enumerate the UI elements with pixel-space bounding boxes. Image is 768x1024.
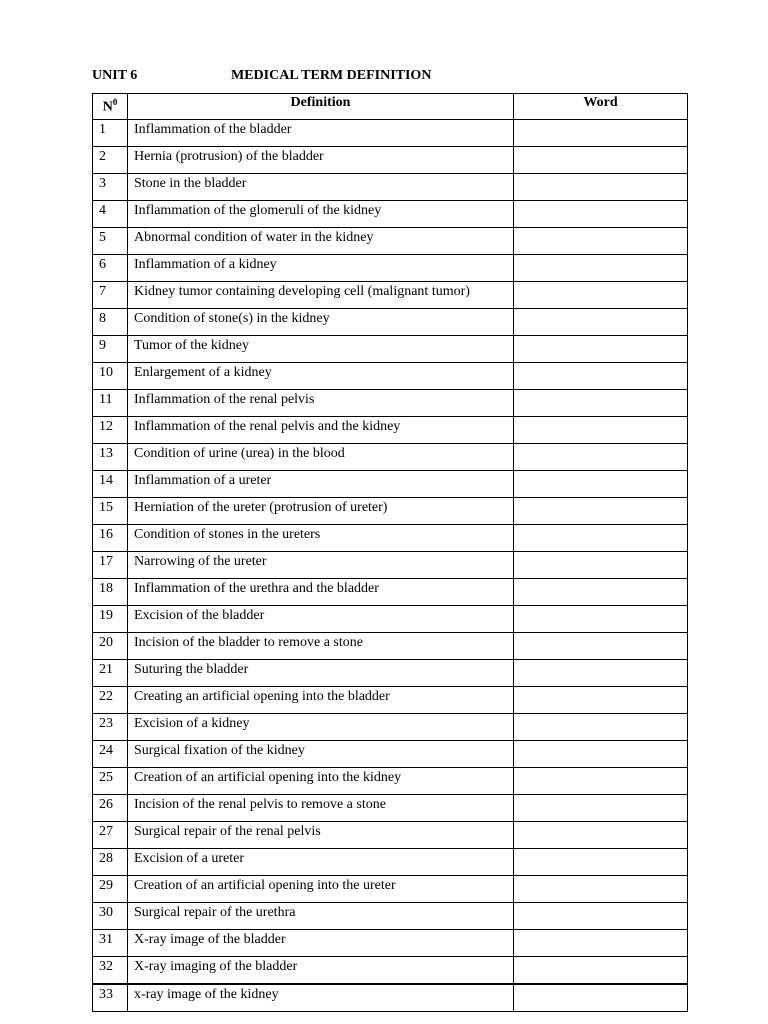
row-word-cell[interactable] — [514, 633, 688, 660]
row-definition: Creating an artificial opening into the bladder — [128, 687, 514, 714]
table-row — [93, 930, 688, 957]
row-word-cell[interactable] — [514, 957, 688, 985]
table-row — [93, 174, 688, 201]
row-number: 16 — [93, 525, 128, 552]
table-row — [93, 714, 688, 741]
row-definition: Excision of a kidney — [128, 714, 514, 741]
row-definition: Inflammation of the renal pelvis — [128, 390, 514, 417]
row-word-cell[interactable] — [514, 930, 688, 957]
table-row — [93, 498, 688, 525]
header-word: Word — [514, 94, 688, 120]
table-row — [93, 525, 688, 552]
row-number: 8 — [93, 309, 128, 336]
row-word-cell[interactable] — [514, 849, 688, 876]
row-word-cell[interactable] — [514, 498, 688, 525]
row-word-cell[interactable] — [514, 822, 688, 849]
row-definition: Stone in the bladder — [128, 174, 514, 201]
row-definition: Inflammation of the bladder — [128, 120, 514, 147]
row-definition: Hernia (protrusion) of the bladder — [128, 147, 514, 174]
row-definition: Suturing the bladder — [128, 660, 514, 687]
table-row — [93, 660, 688, 687]
row-definition: Tumor of the kidney — [128, 336, 514, 363]
table-row — [93, 741, 688, 768]
table-row — [93, 552, 688, 579]
row-word-cell[interactable] — [514, 417, 688, 444]
header-number-text: N — [102, 99, 113, 115]
table-row — [93, 903, 688, 930]
row-word-cell[interactable] — [514, 606, 688, 633]
row-number: 13 — [93, 444, 128, 471]
header-definition: Definition — [128, 94, 514, 120]
row-number: 19 — [93, 606, 128, 633]
row-word-cell[interactable] — [514, 687, 688, 714]
row-number: 2 — [93, 147, 128, 174]
row-word-cell[interactable] — [514, 336, 688, 363]
row-word-cell[interactable] — [514, 201, 688, 228]
row-definition: Inflammation of a kidney — [128, 255, 514, 282]
row-word-cell[interactable] — [514, 444, 688, 471]
row-number: 4 — [93, 201, 128, 228]
row-number: 10 — [93, 363, 128, 390]
table-row — [93, 417, 688, 444]
row-word-cell[interactable] — [514, 174, 688, 201]
row-word-cell[interactable] — [514, 255, 688, 282]
table-row — [93, 768, 688, 795]
row-number: 3 — [93, 174, 128, 201]
header-number — [93, 94, 128, 120]
row-definition: Creation of an artificial opening into the ureter — [128, 876, 514, 903]
table-row — [93, 633, 688, 660]
row-number: 1 — [93, 120, 128, 147]
table-row — [93, 282, 688, 309]
table-row — [93, 984, 688, 1012]
row-number: 7 — [93, 282, 128, 309]
row-definition: Inflammation of the renal pelvis and the kidney — [128, 417, 514, 444]
table-row — [93, 471, 688, 498]
row-definition: Abnormal condition of water in the kidney — [128, 228, 514, 255]
row-number: 17 — [93, 552, 128, 579]
table-row — [93, 228, 688, 255]
row-definition: x-ray image of the kidney — [128, 984, 514, 1012]
row-number: 33 — [93, 984, 128, 1012]
row-number: 20 — [93, 633, 128, 660]
row-definition: Narrowing of the ureter — [128, 552, 514, 579]
table-row — [93, 957, 688, 985]
row-number: 30 — [93, 903, 128, 930]
row-word-cell[interactable] — [514, 579, 688, 606]
row-word-cell[interactable] — [514, 525, 688, 552]
row-definition: Condition of stone(s) in the kidney — [128, 309, 514, 336]
row-word-cell[interactable] — [514, 282, 688, 309]
row-definition: Surgical repair of the urethra — [128, 903, 514, 930]
row-number: 6 — [93, 255, 128, 282]
row-definition: Excision of the bladder — [128, 606, 514, 633]
row-number: 32 — [93, 957, 128, 985]
row-definition: Incision of the bladder to remove a stone — [128, 633, 514, 660]
row-word-cell[interactable] — [514, 984, 688, 1012]
page-title: MEDICAL TERM DEFINITION — [231, 68, 432, 83]
row-number: 29 — [93, 876, 128, 903]
table-row — [93, 147, 688, 174]
table-row — [93, 444, 688, 471]
row-number: 15 — [93, 498, 128, 525]
row-number: 11 — [93, 390, 128, 417]
row-word-cell[interactable] — [514, 390, 688, 417]
row-word-cell[interactable] — [514, 660, 688, 687]
row-definition: Inflammation of a ureter — [128, 471, 514, 498]
row-word-cell[interactable] — [514, 120, 688, 147]
table-row — [93, 606, 688, 633]
row-definition: Condition of stones in the ureters — [128, 525, 514, 552]
table-row — [93, 822, 688, 849]
row-definition: Surgical fixation of the kidney — [128, 741, 514, 768]
row-number: 25 — [93, 768, 128, 795]
table-header-row — [93, 94, 688, 120]
row-word-cell[interactable] — [514, 228, 688, 255]
table-row — [93, 201, 688, 228]
row-definition: Excision of a ureter — [128, 849, 514, 876]
row-word-cell[interactable] — [514, 309, 688, 336]
row-word-cell[interactable] — [514, 741, 688, 768]
medical-term-table — [92, 93, 688, 1012]
row-word-cell[interactable] — [514, 795, 688, 822]
row-number: 27 — [93, 822, 128, 849]
table-row — [93, 255, 688, 282]
table-row — [93, 795, 688, 822]
row-number: 14 — [93, 471, 128, 498]
row-definition: Inflammation of the glomeruli of the kidney — [128, 201, 514, 228]
row-definition: Inflammation of the urethra and the bladder — [128, 579, 514, 606]
row-number: 5 — [93, 228, 128, 255]
row-number: 21 — [93, 660, 128, 687]
row-word-cell[interactable] — [514, 363, 688, 390]
row-definition: Kidney tumor containing developing cell (malignant tumor) — [128, 282, 514, 309]
unit-label: UNIT 6 — [92, 68, 138, 83]
row-definition: Condition of urine (urea) in the blood — [128, 444, 514, 471]
row-number: 23 — [93, 714, 128, 741]
row-number: 18 — [93, 579, 128, 606]
table-row — [93, 876, 688, 903]
row-number: 24 — [93, 741, 128, 768]
row-word-cell[interactable] — [514, 147, 688, 174]
row-number: 12 — [93, 417, 128, 444]
row-word-cell[interactable] — [514, 768, 688, 795]
row-word-cell[interactable] — [514, 471, 688, 498]
table-row — [93, 120, 688, 147]
header-number-sup: 0 — [112, 97, 118, 107]
row-word-cell[interactable] — [514, 876, 688, 903]
row-definition: Creation of an artificial opening into the kidney — [128, 768, 514, 795]
table-row — [93, 579, 688, 606]
table-row — [93, 390, 688, 417]
row-definition: Herniation of the ureter (protrusion of ureter) — [128, 498, 514, 525]
row-word-cell[interactable] — [514, 714, 688, 741]
page-heading — [92, 67, 692, 85]
row-definition: X-ray image of the bladder — [128, 930, 514, 957]
row-number: 31 — [93, 930, 128, 957]
row-definition: Surgical repair of the renal pelvis — [128, 822, 514, 849]
table-row — [93, 309, 688, 336]
row-number: 26 — [93, 795, 128, 822]
row-definition: X-ray imaging of the bladder — [128, 957, 514, 985]
row-word-cell[interactable] — [514, 903, 688, 930]
row-definition: Enlargement of a kidney — [128, 363, 514, 390]
row-number: 28 — [93, 849, 128, 876]
row-number: 22 — [93, 687, 128, 714]
table-row — [93, 687, 688, 714]
row-word-cell[interactable] — [514, 552, 688, 579]
table-row — [93, 336, 688, 363]
row-number: 9 — [93, 336, 128, 363]
row-definition: Incision of the renal pelvis to remove a stone — [128, 795, 514, 822]
table-row — [93, 363, 688, 390]
table-row — [93, 849, 688, 876]
